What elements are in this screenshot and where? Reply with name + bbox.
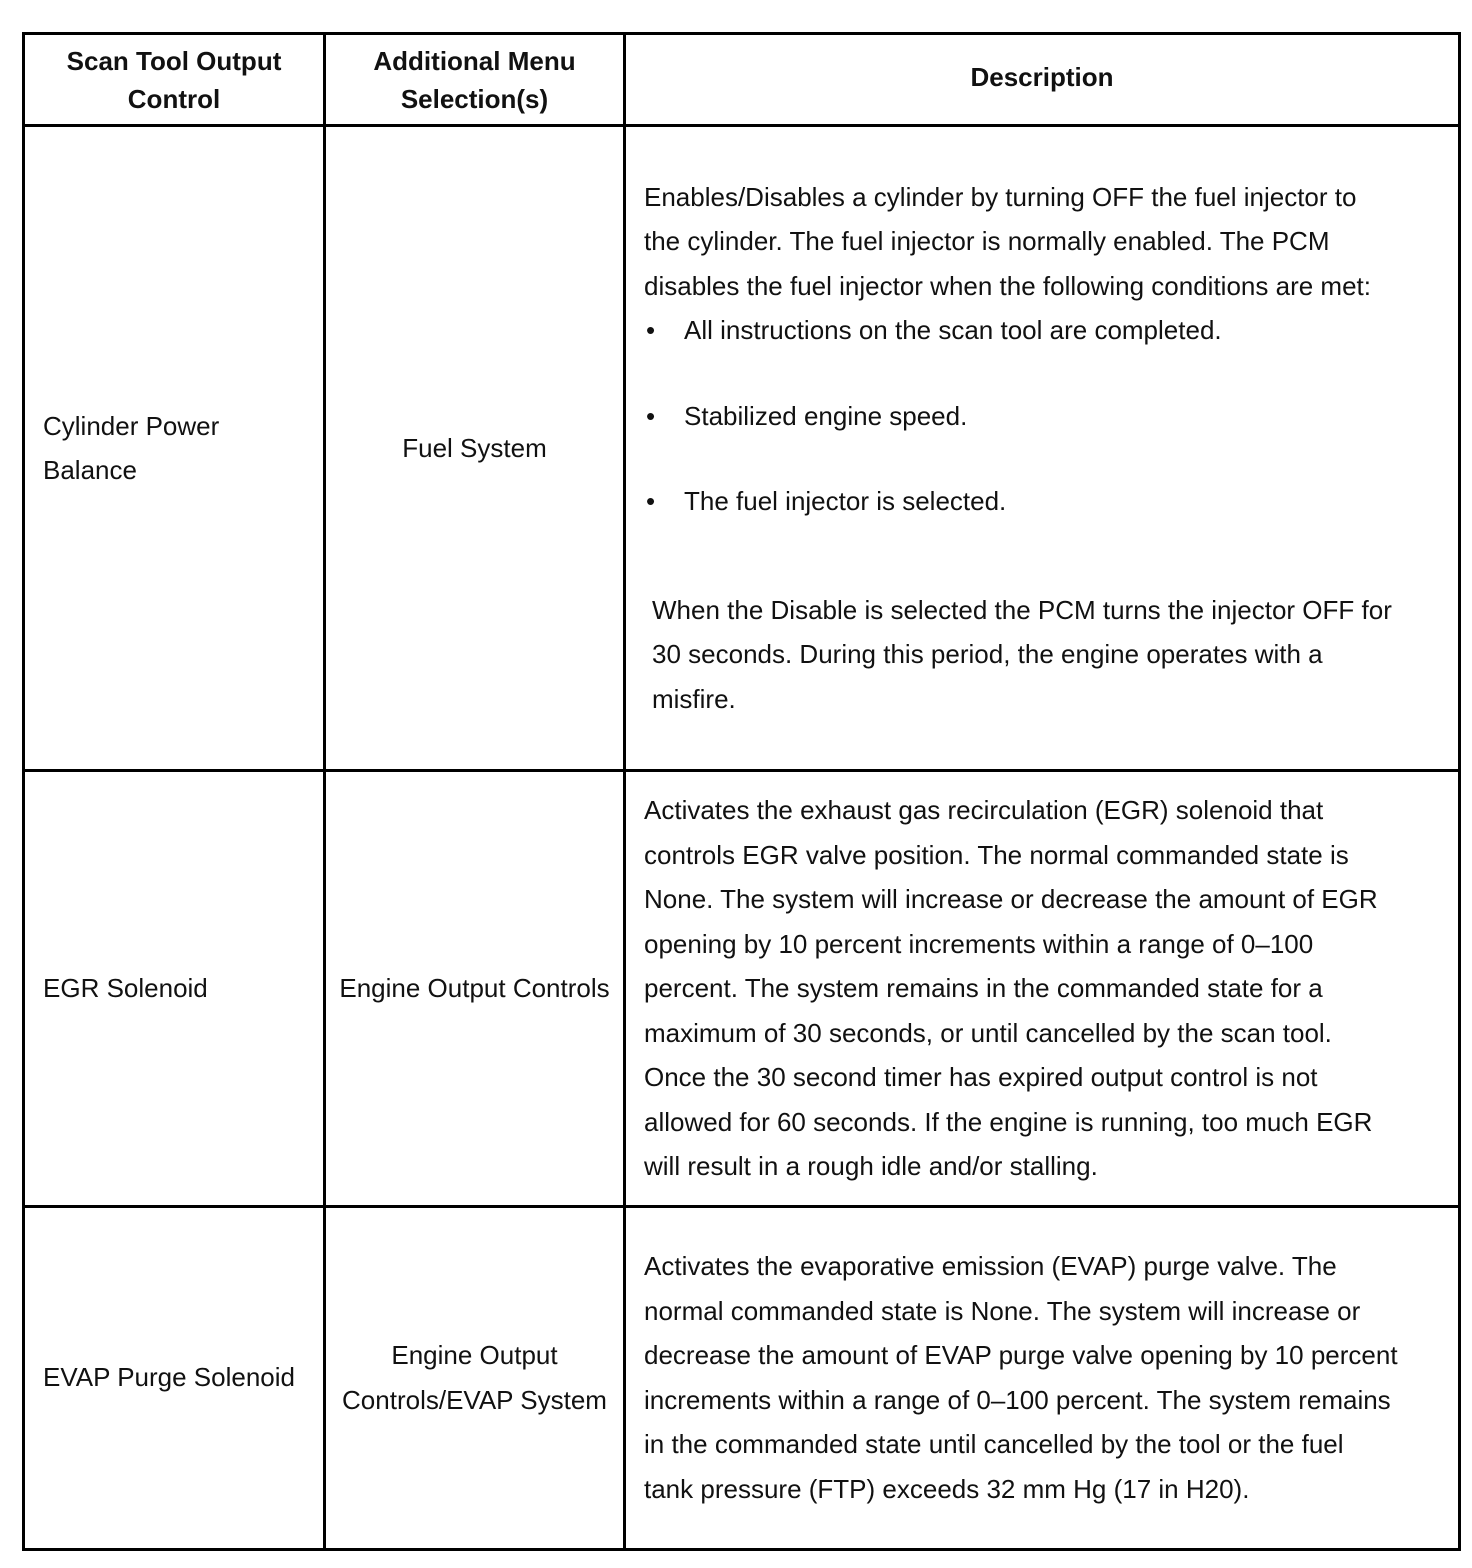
table-row xyxy=(24,126,1460,771)
list-item xyxy=(644,394,1398,439)
menu-cell: Engine Output Controls/EVAP System xyxy=(325,1206,625,1549)
list-item-text: Stabilized engine speed. xyxy=(684,400,968,431)
description-cell xyxy=(625,1206,1460,1549)
bullet-icon: • xyxy=(646,315,656,346)
bullet-icon: • xyxy=(646,486,656,517)
table-row xyxy=(24,771,1460,1207)
description-text: Activates the evaporative emission (EVAP) purge valve. The normal commanded state is None. The system will increase or decrease the amount of EVAP purge valve opening by 10 percent increments within a range of 0–100 percent. The system remains in the commanded state until cancelled by the tool or the fuel tank pressure (FTP) exceeds 32 mm Hg (17 in H20). xyxy=(644,1251,1398,1504)
control-cell: Cylinder Power Balance xyxy=(24,126,325,771)
list-item-text: All instructions on the scan tool are completed. xyxy=(684,315,1222,346)
table-row xyxy=(24,1206,1460,1549)
list-item xyxy=(644,479,1398,524)
menu-cell: Fuel System xyxy=(325,126,625,771)
header-scan-tool-output-control: Scan Tool Output Control xyxy=(24,34,325,126)
output-control-table xyxy=(22,32,1461,1551)
control-cell: EGR Solenoid xyxy=(24,771,325,1207)
bullet-icon: • xyxy=(646,400,656,431)
description-note: When the Disable is selected the PCM turns the injector OFF for 30 seconds. During this period, the engine operates with a misfire. xyxy=(652,594,1392,714)
condition-list xyxy=(644,308,1398,524)
description-cell xyxy=(625,126,1460,771)
description-text: Activates the exhaust gas recirculation (EGR) solenoid that controls EGR valve position. The normal commanded state is None. The system will increase or decrease the amount of EGR opening by 10 percent increments within a range of 0–100 percent. The system remains in the commanded state for a maximum of 30 seconds, or until cancelled by the scan tool. Once the 30 second timer has expired output control is not allowed for 60 seconds. If the engine is running, too much EGR will result in a rough idle and/or stalling. xyxy=(644,795,1378,1181)
description-cell xyxy=(625,771,1460,1207)
table-header-row xyxy=(24,34,1460,126)
description-text: Enables/Disables a cylinder by turning OFF the fuel injector to the cylinder. The fuel injector is normally enabled. The PCM disables the fuel injector when the following conditions are met: xyxy=(644,181,1371,301)
header-additional-menu-selections: Additional Menu Selection(s) xyxy=(325,34,625,126)
header-description: Description xyxy=(625,34,1460,126)
control-cell: EVAP Purge Solenoid xyxy=(24,1206,325,1549)
list-item-text: The fuel injector is selected. xyxy=(684,486,1007,517)
menu-cell: Engine Output Controls xyxy=(325,771,625,1207)
list-item xyxy=(644,308,1398,353)
